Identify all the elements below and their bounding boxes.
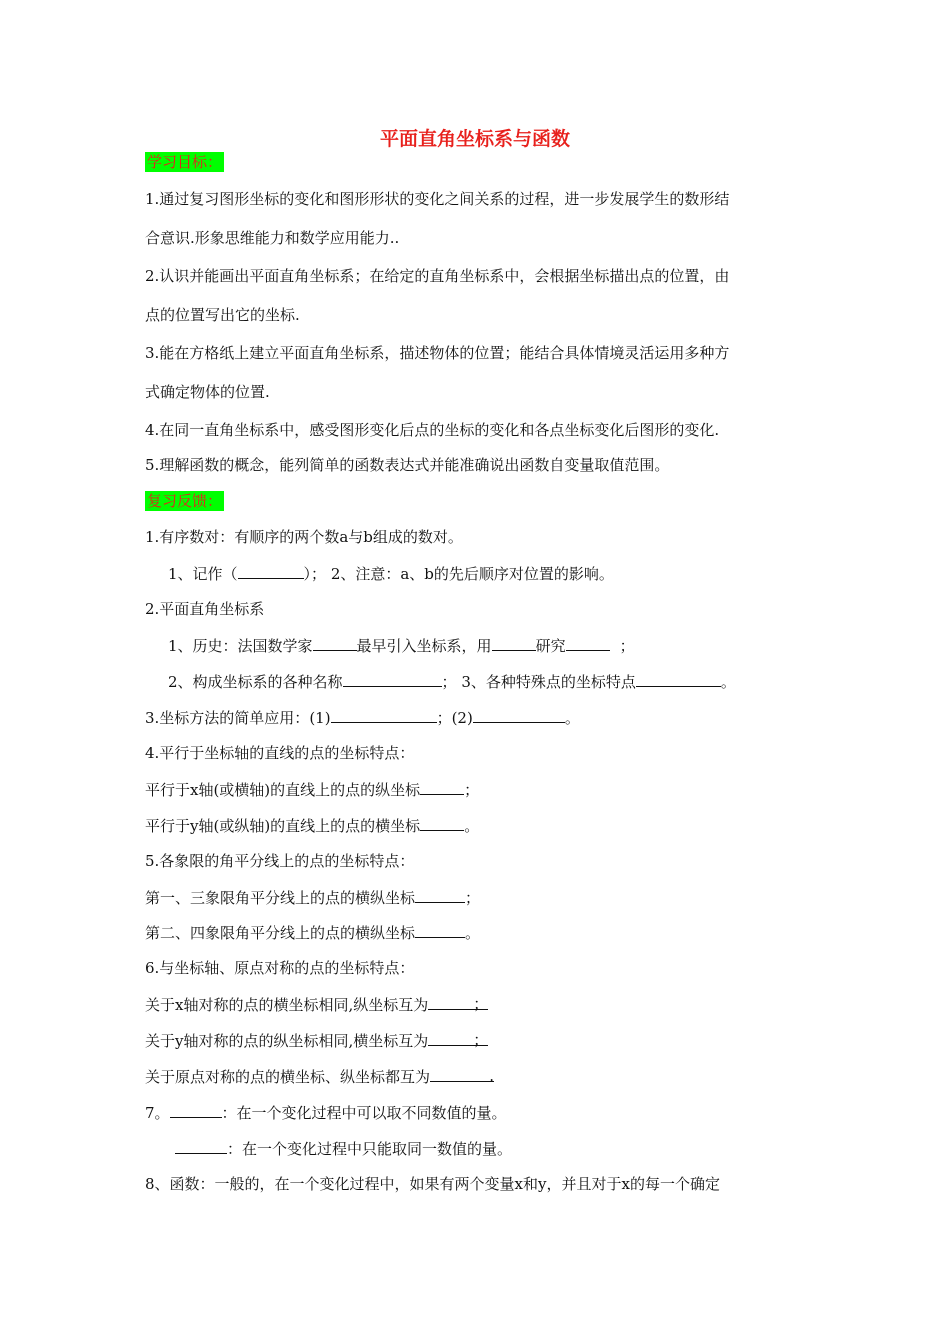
review-q7b [175, 1138, 512, 1159]
q2a-text-3: 研究 [535, 637, 566, 655]
q2b-text-1: 2、构成坐标系的各种名称 [168, 673, 343, 691]
q2a-text-4: ； [619, 637, 635, 655]
q3-text-2: ；(2) [436, 709, 473, 727]
fill-blank[interactable] [428, 1030, 489, 1049]
review-q3 [145, 707, 580, 728]
q2a-text-1: 1、历史：法国数学家 [168, 637, 313, 655]
review-q4a [145, 779, 479, 800]
learning-goals-heading: 学习目标： [147, 153, 223, 171]
q2a-text-2: 最早引入坐标系，用 [356, 637, 492, 655]
q6b-end: ； [473, 1031, 489, 1049]
fill-blank[interactable] [420, 779, 464, 795]
fill-blank[interactable] [428, 994, 489, 1013]
page-title: 平面直角坐标系与函数 [379, 128, 570, 150]
goal-line-8: 5.理解函数的概念，能列简单的函数表达式并能准确说出函数自变量取值范围。 [145, 456, 670, 474]
review-q8: 8、函数：一般的，在一个变化过程中，如果有两个变量x和y，并且对于x的每一个确定 [145, 1175, 720, 1193]
fill-blank[interactable] [170, 1102, 222, 1118]
review-q6a [145, 994, 488, 1015]
fill-blank[interactable] [331, 707, 437, 723]
fill-blank[interactable] [175, 1138, 227, 1154]
review-q2b [168, 671, 736, 692]
review-q2: 2.平面直角坐标系 [145, 600, 265, 618]
review-q1a [168, 563, 614, 584]
q5b-text: 第二、四象限角平分线上的点的横纵坐标 [145, 924, 416, 942]
q3-text-3: 。 [564, 709, 580, 727]
goal-line-3: 2.认识并能画出平面直角坐标系；在给定的直角坐标系中，会根据坐标描出点的位置，由 [145, 267, 730, 285]
q6b-text: 关于y轴对称的点的纵坐标相同,横坐标互为 [145, 1032, 429, 1050]
goal-line-6: 式确定物体的位置. [145, 383, 270, 401]
review-q4: 4.平行于坐标轴的直线的点的坐标特点： [145, 744, 415, 762]
review-q4b [145, 815, 479, 836]
fill-blank[interactable] [415, 922, 465, 938]
review-q2a [168, 635, 635, 656]
q7a-text: ：在一个变化过程中可以取不同数值的量。 [221, 1104, 507, 1122]
q4a-text: 平行于x轴(或横轴)的直线上的点的纵坐标 [145, 781, 421, 799]
q6a-end: ； [473, 995, 489, 1013]
q7b-text: ：在一个变化过程中只能取同一数值的量。 [227, 1140, 513, 1158]
q6a-text: 关于x轴对称的点的横坐标相同,纵坐标互为 [145, 996, 429, 1014]
fill-blank[interactable] [420, 815, 464, 831]
fill-blank[interactable] [566, 635, 610, 651]
goal-line-5: 3.能在方格纸上建立平面直角坐标系，描述物体的位置；能结合具体情境灵活运用多种方 [145, 344, 730, 362]
fill-blank[interactable] [313, 635, 357, 651]
fill-blank[interactable] [473, 707, 565, 723]
review-q5a [145, 887, 480, 908]
q4a-end: ； [464, 781, 480, 799]
review-q6c [145, 1066, 494, 1087]
goal-line-4: 点的位置写出它的坐标. [145, 306, 300, 324]
goal-line-7: 4.在同一直角坐标系中，感受图形变化后点的坐标的变化和各点坐标变化后图形的变化. [145, 421, 720, 439]
fill-blank[interactable] [636, 671, 721, 687]
q5a-end: ； [465, 889, 481, 907]
q6c-text: 关于原点对称的点的横坐标、纵坐标都互为 [145, 1068, 431, 1086]
q2b-text-2: ； 3、各种特殊点的坐标特点 [441, 673, 636, 691]
q7-prefix: 7。 [145, 1104, 170, 1122]
fill-blank[interactable] [238, 563, 304, 579]
review-heading: 复习反馈： [147, 492, 223, 510]
q4b-text: 平行于y轴(或纵轴)的直线上的点的横坐标 [145, 817, 421, 835]
q2b-text-3: 。 [720, 673, 736, 691]
review-q5b [145, 922, 480, 943]
q1a-text-1: 1、记作（ [168, 565, 238, 583]
review-q7a [145, 1102, 507, 1123]
review-q5: 5.各象限的角平分线上的点的坐标特点： [145, 852, 415, 870]
fill-blank[interactable] [415, 887, 465, 903]
q6c-end: . [489, 1067, 495, 1085]
goal-line-2: 合意识.形象思维能力和数学应用能力.. [145, 229, 400, 247]
fill-blank[interactable] [343, 671, 442, 687]
q4b-end: 。 [464, 817, 480, 835]
q5a-text: 第一、三象限角平分线上的点的横纵坐标 [145, 889, 416, 907]
fill-blank[interactable] [430, 1066, 495, 1085]
goal-line-1: 1.通过复习图形坐标的变化和图形形状的变化之间关系的过程，进一步发展学生的数形结 [145, 190, 730, 208]
q3-text-1: 3.坐标方法的简单应用：(1) [145, 709, 331, 727]
review-q1: 1.有序数对：有顺序的两个数a与b组成的数对。 [145, 528, 463, 546]
q5b-end: 。 [465, 924, 481, 942]
review-q6b [145, 1030, 488, 1051]
fill-blank[interactable] [492, 635, 536, 651]
review-q6: 6.与坐标轴、原点对称的点的坐标特点： [145, 959, 415, 977]
q1a-text-2: ）； 2、注意：a、b的先后顺序对位置的影响。 [303, 565, 614, 583]
